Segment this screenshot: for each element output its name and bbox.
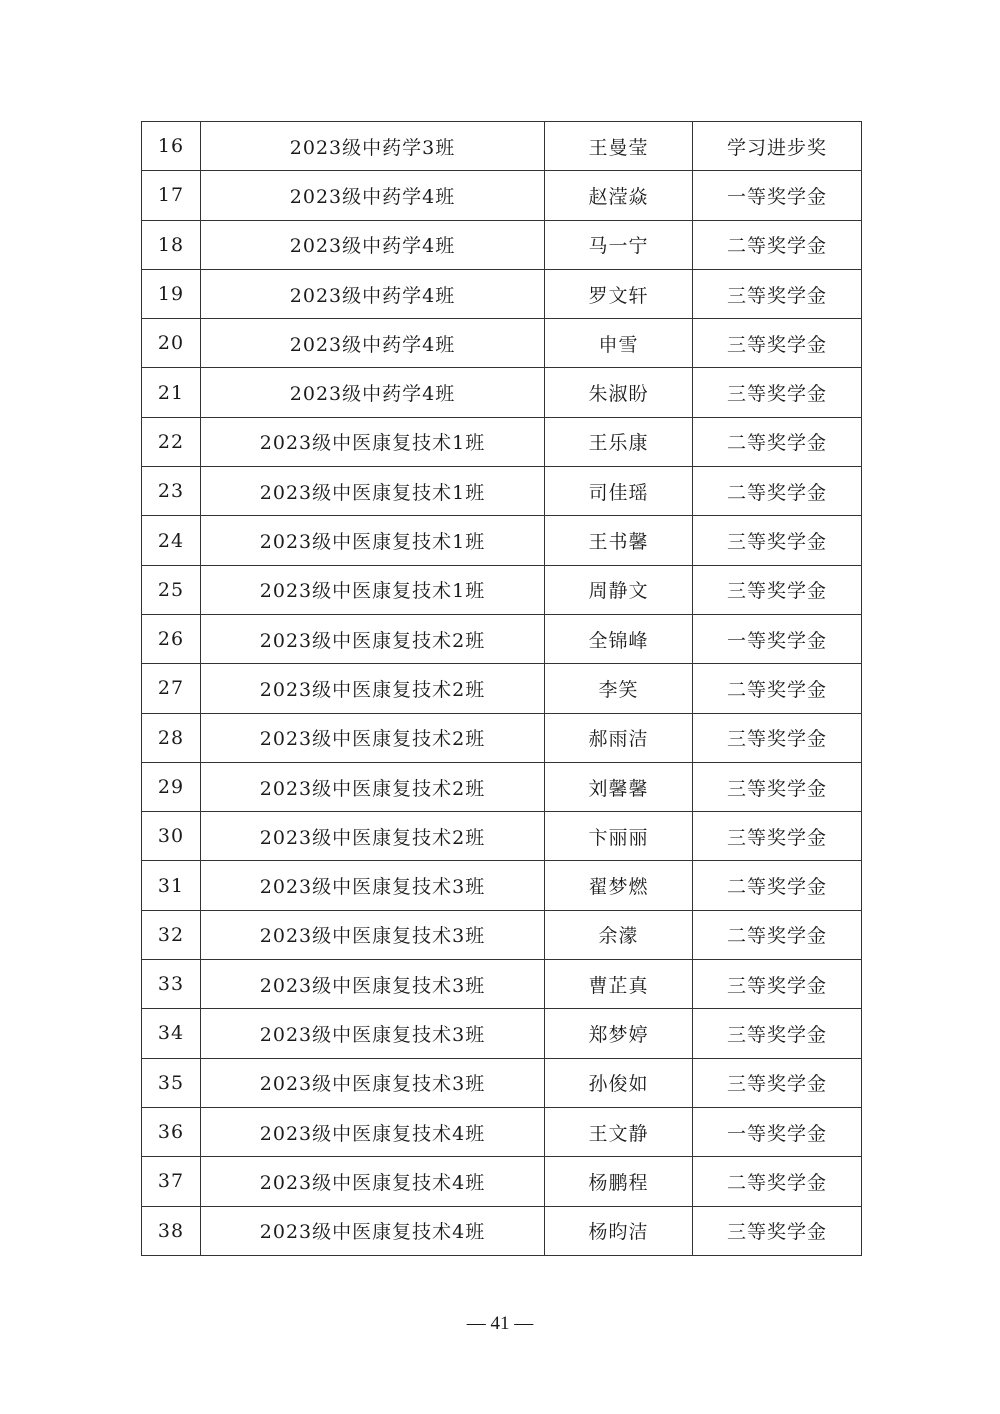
award-cell: 二等奖学金 [693, 417, 862, 466]
award-cell: 学习进步奖 [693, 122, 862, 171]
student-name-cell: 司佳瑶 [545, 467, 693, 516]
student-name-cell: 郝雨洁 [545, 713, 693, 762]
class-name-cell: 2023级中医康复技术2班 [201, 664, 545, 713]
table-row [142, 1206, 862, 1255]
class-name-cell: 2023级中医康复技术1班 [201, 467, 545, 516]
table-row [142, 664, 862, 713]
table-row [142, 417, 862, 466]
class-name-cell: 2023级中药学4班 [201, 319, 545, 368]
table-row [142, 910, 862, 959]
class-name-cell: 2023级中医康复技术1班 [201, 417, 545, 466]
row-number-cell: 33 [142, 960, 201, 1009]
row-number-cell: 24 [142, 516, 201, 565]
page-number: — 41 — [466, 1313, 534, 1334]
class-name-cell: 2023级中药学4班 [201, 171, 545, 220]
award-cell: 三等奖学金 [693, 1058, 862, 1107]
student-name-cell: 余濛 [545, 910, 693, 959]
student-name-cell: 杨昀洁 [545, 1206, 693, 1255]
award-cell: 二等奖学金 [693, 220, 862, 269]
table-row [142, 319, 862, 368]
row-number-cell: 26 [142, 614, 201, 663]
student-name-cell: 周静文 [545, 565, 693, 614]
student-name-cell: 马一宁 [545, 220, 693, 269]
award-cell: 三等奖学金 [693, 1009, 862, 1058]
table-row [142, 122, 862, 171]
class-name-cell: 2023级中医康复技术2班 [201, 713, 545, 762]
award-cell: 三等奖学金 [693, 516, 862, 565]
row-number-cell: 30 [142, 812, 201, 861]
student-name-cell: 李笑 [545, 664, 693, 713]
award-cell: 一等奖学金 [693, 1107, 862, 1156]
table-row [142, 467, 862, 516]
table-row [142, 762, 862, 811]
student-name-cell: 翟梦燃 [545, 861, 693, 910]
table-row [142, 516, 862, 565]
class-name-cell: 2023级中医康复技术2班 [201, 614, 545, 663]
row-number-cell: 20 [142, 319, 201, 368]
table-row [142, 1009, 862, 1058]
award-cell: 三等奖学金 [693, 713, 862, 762]
class-name-cell: 2023级中医康复技术3班 [201, 960, 545, 1009]
row-number-cell: 32 [142, 910, 201, 959]
table-row [142, 812, 862, 861]
table-row [142, 368, 862, 417]
award-cell: 三等奖学金 [693, 762, 862, 811]
award-cell: 二等奖学金 [693, 467, 862, 516]
class-name-cell: 2023级中药学4班 [201, 220, 545, 269]
class-name-cell: 2023级中医康复技术3班 [201, 1058, 545, 1107]
table-row [142, 614, 862, 663]
row-number-cell: 19 [142, 269, 201, 318]
row-number-cell: 38 [142, 1206, 201, 1255]
class-name-cell: 2023级中医康复技术4班 [201, 1107, 545, 1156]
award-cell: 三等奖学金 [693, 812, 862, 861]
award-cell: 三等奖学金 [693, 269, 862, 318]
row-number-cell: 34 [142, 1009, 201, 1058]
row-number-cell: 16 [142, 122, 201, 171]
class-name-cell: 2023级中医康复技术3班 [201, 861, 545, 910]
class-name-cell: 2023级中医康复技术2班 [201, 812, 545, 861]
award-cell: 二等奖学金 [693, 861, 862, 910]
row-number-cell: 37 [142, 1157, 201, 1206]
student-name-cell: 卞丽丽 [545, 812, 693, 861]
class-name-cell: 2023级中药学3班 [201, 122, 545, 171]
row-number-cell: 28 [142, 713, 201, 762]
row-number-cell: 27 [142, 664, 201, 713]
row-number-cell: 31 [142, 861, 201, 910]
table-row [142, 1058, 862, 1107]
student-name-cell: 赵滢焱 [545, 171, 693, 220]
row-number-cell: 21 [142, 368, 201, 417]
student-name-cell: 罗文轩 [545, 269, 693, 318]
row-number-cell: 22 [142, 417, 201, 466]
class-name-cell: 2023级中药学4班 [201, 269, 545, 318]
student-name-cell: 杨鹏程 [545, 1157, 693, 1206]
award-table [141, 121, 862, 1256]
table-row [142, 1157, 862, 1206]
row-number-cell: 35 [142, 1058, 201, 1107]
table-row [142, 269, 862, 318]
student-name-cell: 孙俊如 [545, 1058, 693, 1107]
student-name-cell: 曹芷真 [545, 960, 693, 1009]
table-row [142, 713, 862, 762]
award-table-body [142, 122, 862, 1256]
table-row [142, 861, 862, 910]
row-number-cell: 17 [142, 171, 201, 220]
class-name-cell: 2023级中医康复技术3班 [201, 910, 545, 959]
class-name-cell: 2023级中医康复技术1班 [201, 565, 545, 614]
award-cell: 三等奖学金 [693, 368, 862, 417]
student-name-cell: 王文静 [545, 1107, 693, 1156]
student-name-cell: 申雪 [545, 319, 693, 368]
table-row [142, 171, 862, 220]
class-name-cell: 2023级中医康复技术4班 [201, 1157, 545, 1206]
class-name-cell: 2023级中医康复技术1班 [201, 516, 545, 565]
row-number-cell: 25 [142, 565, 201, 614]
student-name-cell: 全锦峰 [545, 614, 693, 663]
row-number-cell: 29 [142, 762, 201, 811]
class-name-cell: 2023级中医康复技术3班 [201, 1009, 545, 1058]
row-number-cell: 18 [142, 220, 201, 269]
class-name-cell: 2023级中医康复技术4班 [201, 1206, 545, 1255]
award-cell: 一等奖学金 [693, 171, 862, 220]
table-row [142, 960, 862, 1009]
class-name-cell: 2023级中医康复技术2班 [201, 762, 545, 811]
row-number-cell: 23 [142, 467, 201, 516]
student-name-cell: 郑梦婷 [545, 1009, 693, 1058]
award-cell: 一等奖学金 [693, 614, 862, 663]
award-cell: 二等奖学金 [693, 664, 862, 713]
table-row [142, 220, 862, 269]
student-name-cell: 王乐康 [545, 417, 693, 466]
award-cell: 三等奖学金 [693, 319, 862, 368]
student-name-cell: 王书馨 [545, 516, 693, 565]
table-row [142, 1107, 862, 1156]
student-name-cell: 朱淑盼 [545, 368, 693, 417]
row-number-cell: 36 [142, 1107, 201, 1156]
award-cell: 二等奖学金 [693, 910, 862, 959]
award-cell: 三等奖学金 [693, 960, 862, 1009]
table-row [142, 565, 862, 614]
student-name-cell: 刘馨馨 [545, 762, 693, 811]
award-cell: 三等奖学金 [693, 565, 862, 614]
student-name-cell: 王曼莹 [545, 122, 693, 171]
class-name-cell: 2023级中药学4班 [201, 368, 545, 417]
award-cell: 三等奖学金 [693, 1206, 862, 1255]
award-cell: 二等奖学金 [693, 1157, 862, 1206]
